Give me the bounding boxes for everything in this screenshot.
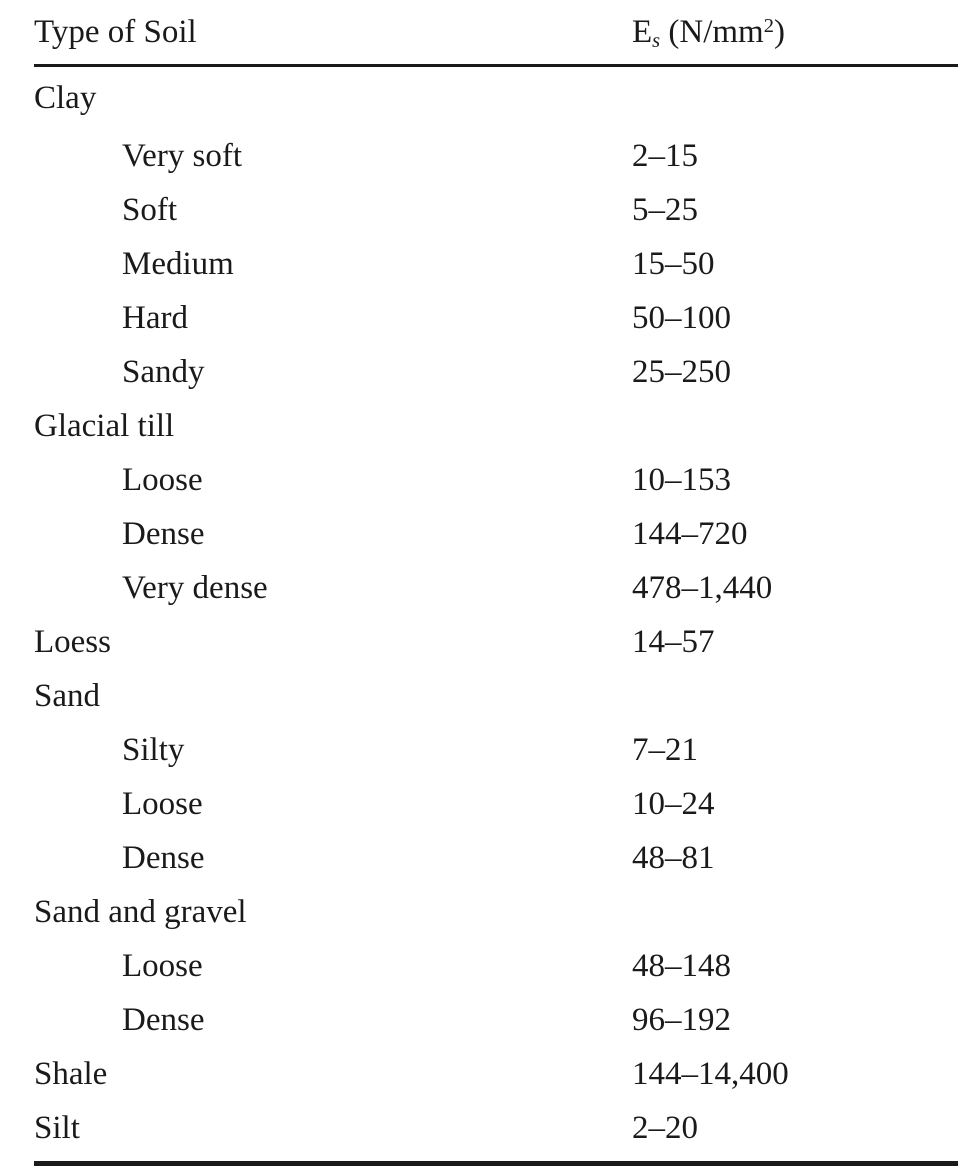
soil-subtype-label: Dense — [34, 993, 632, 1047]
elastic-modulus-value: 5–25 — [632, 183, 958, 237]
soil-category-label: Silt — [34, 1101, 632, 1164]
elastic-modulus-value: 50–100 — [632, 291, 958, 345]
soil-subtype-label: Loose — [34, 777, 632, 831]
table-row — [34, 831, 958, 885]
elastic-modulus-value: 10–24 — [632, 777, 958, 831]
elastic-modulus-value: 144–720 — [632, 507, 958, 561]
soil-category-label: Glacial till — [34, 399, 632, 453]
elastic-modulus-value: 478–1,440 — [632, 561, 958, 615]
column-header-squared-superscript: 2 — [764, 15, 774, 37]
elastic-modulus-value: 2–15 — [632, 129, 958, 183]
soil-category-label: Sand and gravel — [34, 885, 632, 939]
elastic-modulus-value: 48–148 — [632, 939, 958, 993]
soil-subtype-label: Silty — [34, 723, 632, 777]
soil-category-label: Loess — [34, 615, 632, 669]
elastic-modulus-value: 48–81 — [632, 831, 958, 885]
elastic-modulus-value: 15–50 — [632, 237, 958, 291]
table-row — [34, 507, 958, 561]
soil-category-label: Shale — [34, 1047, 632, 1101]
soil-subtype-label: Soft — [34, 183, 632, 237]
table-row — [34, 1101, 958, 1164]
table-header-row — [34, 0, 958, 66]
soil-subtype-label: Sandy — [34, 345, 632, 399]
table-row — [34, 66, 958, 130]
soil-category-label: Clay — [34, 66, 632, 130]
table-row — [34, 885, 958, 939]
table-row — [34, 291, 958, 345]
table-row — [34, 453, 958, 507]
table-row — [34, 615, 958, 669]
elastic-modulus-value: 14–57 — [632, 615, 958, 669]
table-header — [34, 0, 958, 66]
table-row — [34, 939, 958, 993]
table-row — [34, 399, 958, 453]
soil-category-label: Sand — [34, 669, 632, 723]
column-header-elastic-modulus — [632, 0, 958, 66]
elastic-modulus-value: 7–21 — [632, 723, 958, 777]
soil-subtype-label: Hard — [34, 291, 632, 345]
table-row — [34, 561, 958, 615]
column-header-type-of-soil: Type of Soil — [34, 0, 632, 66]
table-row — [34, 237, 958, 291]
elastic-modulus-value — [632, 669, 958, 723]
column-header-unit-open: (N/mm — [660, 14, 764, 50]
table-row — [34, 723, 958, 777]
soil-subtype-label: Loose — [34, 453, 632, 507]
table-body — [34, 66, 958, 1164]
elastic-modulus-value: 25–250 — [632, 345, 958, 399]
table-row — [34, 777, 958, 831]
table-row — [34, 183, 958, 237]
elastic-modulus-value: 144–14,400 — [632, 1047, 958, 1101]
soil-subtype-label: Dense — [34, 831, 632, 885]
soil-subtype-label: Very dense — [34, 561, 632, 615]
soil-subtype-label: Very soft — [34, 129, 632, 183]
column-header-unit-close: ) — [774, 14, 785, 50]
soil-subtype-label: Loose — [34, 939, 632, 993]
table-row — [34, 1047, 958, 1101]
soil-modulus-table — [34, 0, 958, 1166]
table-row — [34, 669, 958, 723]
elastic-modulus-value — [632, 399, 958, 453]
column-header-e-symbol: E — [632, 14, 652, 50]
elastic-modulus-value: 10–153 — [632, 453, 958, 507]
elastic-modulus-value: 96–192 — [632, 993, 958, 1047]
elastic-modulus-value: 2–20 — [632, 1101, 958, 1164]
soil-subtype-label: Dense — [34, 507, 632, 561]
column-header-s-subscript: s — [652, 30, 660, 52]
table-row — [34, 993, 958, 1047]
elastic-modulus-value — [632, 66, 958, 130]
table-row — [34, 345, 958, 399]
soil-subtype-label: Medium — [34, 237, 632, 291]
table-row — [34, 129, 958, 183]
elastic-modulus-value — [632, 885, 958, 939]
